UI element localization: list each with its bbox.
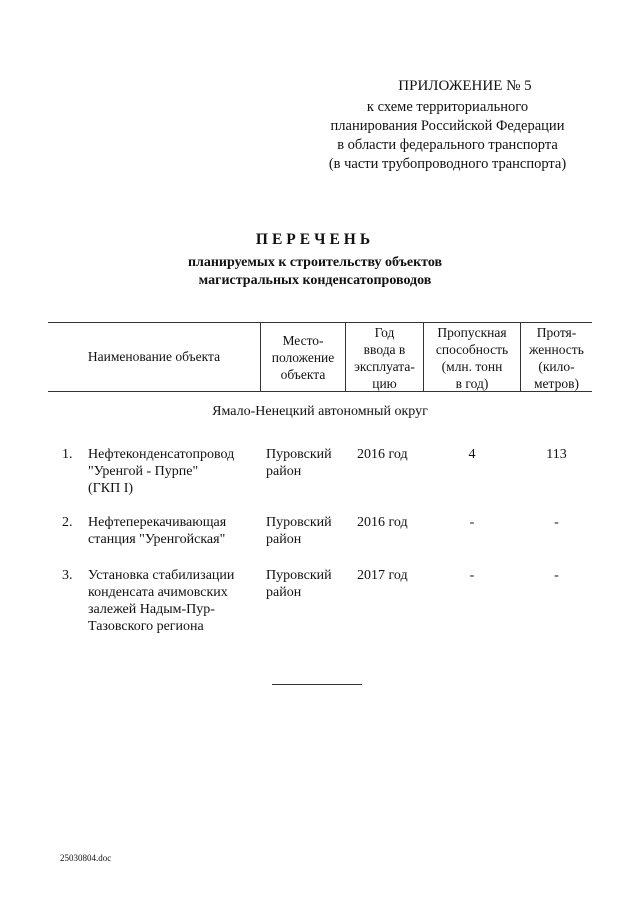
row-location-line: район <box>266 532 302 547</box>
row-capacity: - <box>469 515 475 530</box>
row-year: 2016 год <box>357 447 408 462</box>
row-name-line: станция "Уренгойская" <box>88 532 226 547</box>
header-location-line: Место- <box>282 333 324 348</box>
header-length-line: женность <box>529 342 584 357</box>
row-name-line: Нефтеконденсатопровод <box>88 447 235 462</box>
appendix-subtitle-line: планирования Российской Федерации <box>330 118 565 134</box>
row-name <box>88 514 226 548</box>
row-name-line: (ГКП I) <box>88 481 134 496</box>
header-name-line: Наименование объекта <box>87 349 221 364</box>
header-capacity-line: (млн. тонн <box>441 359 503 374</box>
appendix-subtitle <box>300 98 595 174</box>
row-length: 113 <box>546 447 567 462</box>
row-length: - <box>554 515 559 530</box>
row-number: 1. <box>62 447 73 462</box>
appendix-subtitle-line: в области федерального транспорта <box>337 137 558 153</box>
document-title: ПЕРЕЧЕНЬ <box>255 231 375 248</box>
row-location <box>266 567 332 601</box>
header-year-line: цию <box>372 376 397 391</box>
appendix-title: ПРИЛОЖЕНИЕ № 5 <box>398 78 532 94</box>
document-subtitle <box>120 254 510 290</box>
header-capacity <box>424 324 520 392</box>
row-year: 2017 год <box>357 568 408 583</box>
row-name-line: Тазовского региона <box>88 619 204 634</box>
header-year-line: эксплуата- <box>354 359 415 374</box>
row-name-line: Установка стабилизации <box>88 568 235 583</box>
row-name-line: Нефтеперекачивающая <box>88 515 227 530</box>
row-number: 2. <box>62 515 73 530</box>
row-name <box>88 567 234 635</box>
row-location-line: район <box>266 464 302 479</box>
document-subtitle-line: планируемых к строительству объектов <box>187 255 443 270</box>
row-year: 2016 год <box>357 515 408 530</box>
row-location-line: Пуровский <box>266 568 332 583</box>
row-location <box>266 446 332 480</box>
row-name <box>88 446 234 497</box>
header-capacity-line: способность <box>435 342 509 357</box>
header-year-line: Год <box>374 325 395 340</box>
header-capacity-line: Пропускная <box>437 325 507 340</box>
header-year <box>346 324 423 392</box>
header-year-line: ввода в <box>363 342 406 357</box>
row-name-line: "Уренгой - Пурпе" <box>88 464 199 479</box>
header-length-line: метров) <box>534 376 579 391</box>
row-capacity: 4 <box>468 447 476 462</box>
row-location-line: район <box>266 585 302 600</box>
header-location-line: объекта <box>280 367 326 382</box>
row-location <box>266 514 332 548</box>
file-code: 25030804.doc <box>60 853 112 863</box>
appendix-subtitle-line: к схеме территориального <box>366 99 529 115</box>
row-name-line: конденсата ачимовских <box>88 585 228 600</box>
row-name-line: залежей Надым-Пур- <box>88 602 215 617</box>
appendix-subtitle-line: (в части трубопроводного транспорта) <box>328 156 567 172</box>
header-location <box>261 332 345 383</box>
row-location-line: Пуровский <box>266 447 332 462</box>
header-name <box>48 348 260 365</box>
end-of-list-divider <box>272 684 362 685</box>
table-top-border <box>48 322 592 323</box>
header-length-line: (кило- <box>538 359 575 374</box>
header-length-line: Протя- <box>536 325 577 340</box>
row-number: 3. <box>62 568 73 583</box>
row-length: - <box>554 568 559 583</box>
row-capacity: - <box>469 568 475 583</box>
header-location-line: положение <box>271 350 335 365</box>
row-location-line: Пуровский <box>266 515 332 530</box>
document-subtitle-line: магистральных конденсатопроводов <box>198 273 432 288</box>
region-heading: Ямало-Ненецкий автономный округ <box>212 404 428 419</box>
header-capacity-line: в год) <box>455 376 489 391</box>
header-length <box>521 324 592 392</box>
